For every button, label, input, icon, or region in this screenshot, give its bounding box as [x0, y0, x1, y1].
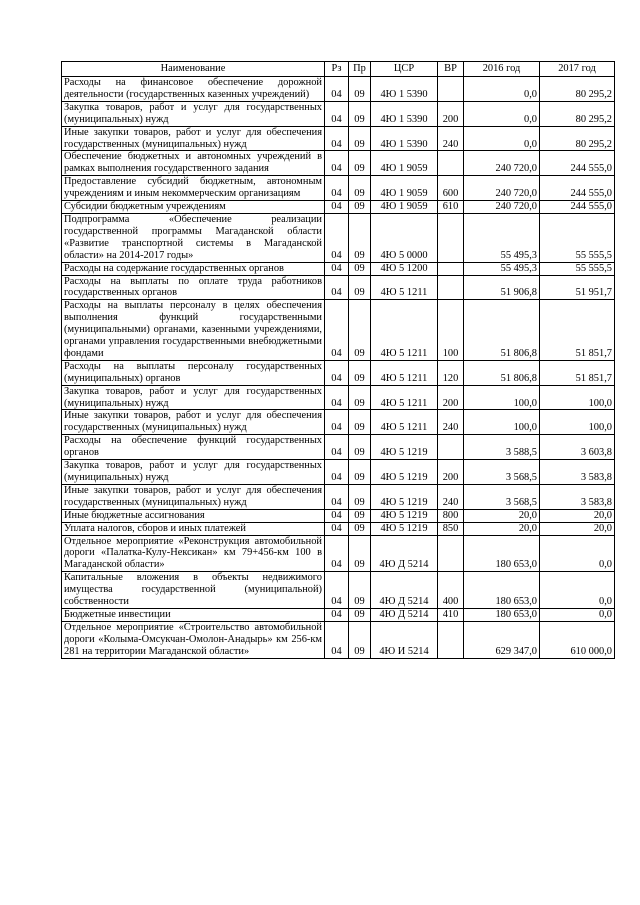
- name-cell: Иные закупки товаров, работ и услуг для обеспечения государственных (муниципальных) нужд: [62, 410, 325, 435]
- pr-cell: 09: [349, 509, 371, 522]
- value-2017-cell: 0,0: [540, 572, 615, 609]
- csr-cell: 4Ю 5 1211: [371, 275, 438, 300]
- csr-cell: 4Ю 1 9059: [371, 151, 438, 176]
- vr-cell: 410: [438, 608, 464, 621]
- rz-cell: 04: [325, 101, 349, 126]
- table-row: [62, 522, 615, 535]
- value-2016-cell: 240 720,0: [464, 151, 540, 176]
- name-cell: Иные бюджетные ассигнования: [62, 509, 325, 522]
- pr-cell: 09: [349, 484, 371, 509]
- vr-cell: [438, 275, 464, 300]
- csr-cell: 4Ю 1 9059: [371, 201, 438, 214]
- pr-cell: 09: [349, 621, 371, 658]
- vr-cell: 120: [438, 360, 464, 385]
- vr-cell: [438, 213, 464, 262]
- table-row: [62, 101, 615, 126]
- vr-cell: 200: [438, 385, 464, 410]
- pr-cell: 09: [349, 101, 371, 126]
- value-2016-cell: 51 806,8: [464, 300, 540, 361]
- rz-cell: 04: [325, 484, 349, 509]
- value-2016-cell: 180 653,0: [464, 535, 540, 572]
- rz-cell: 04: [325, 275, 349, 300]
- header-csr: ЦСР: [371, 62, 438, 77]
- value-2016-cell: 240 720,0: [464, 176, 540, 201]
- header-2016: 2016 год: [464, 62, 540, 77]
- value-2016-cell: 3 588,5: [464, 435, 540, 460]
- pr-cell: 09: [349, 608, 371, 621]
- rz-cell: 04: [325, 460, 349, 485]
- table-row: [62, 275, 615, 300]
- vr-cell: 850: [438, 522, 464, 535]
- pr-cell: 09: [349, 460, 371, 485]
- name-cell: Предоставление субсидий бюджетным, автономным учреждениям и иным некоммерческим организациям: [62, 176, 325, 201]
- table-row: [62, 435, 615, 460]
- pr-cell: 09: [349, 535, 371, 572]
- pr-cell: 09: [349, 213, 371, 262]
- value-2016-cell: 0,0: [464, 77, 540, 102]
- value-2017-cell: 20,0: [540, 522, 615, 535]
- rz-cell: 04: [325, 262, 349, 275]
- name-cell: Бюджетные инвестиции: [62, 608, 325, 621]
- vr-cell: [438, 435, 464, 460]
- value-2016-cell: 0,0: [464, 101, 540, 126]
- csr-cell: 4Ю Д 5214: [371, 608, 438, 621]
- table-row: [62, 410, 615, 435]
- name-cell: Расходы на обеспечение функций государственных органов: [62, 435, 325, 460]
- pr-cell: 09: [349, 151, 371, 176]
- name-cell: Отдельное мероприятие «Реконструкция автомобильной дороги «Палатка-Кулу-Нексикан» км 79+456-км 100 в Магаданской области»: [62, 535, 325, 572]
- pr-cell: 09: [349, 360, 371, 385]
- value-2016-cell: 20,0: [464, 509, 540, 522]
- csr-cell: 4Ю 1 9059: [371, 176, 438, 201]
- pr-cell: 09: [349, 126, 371, 151]
- value-2016-cell: 0,0: [464, 126, 540, 151]
- csr-cell: 4Ю 5 1211: [371, 410, 438, 435]
- vr-cell: 200: [438, 101, 464, 126]
- value-2017-cell: 244 555,0: [540, 151, 615, 176]
- name-cell: Иные закупки товаров, работ и услуг для обеспечения государственных (муниципальных) нужд: [62, 484, 325, 509]
- table-row: [62, 176, 615, 201]
- vr-cell: 240: [438, 126, 464, 151]
- table-row: [62, 126, 615, 151]
- table-row: [62, 608, 615, 621]
- rz-cell: 04: [325, 213, 349, 262]
- rz-cell: 04: [325, 201, 349, 214]
- value-2017-cell: 3 583,8: [540, 460, 615, 485]
- name-cell: Обеспечение бюджетных и автономных учреждений в рамках выполнения государственного задания: [62, 151, 325, 176]
- vr-cell: 100: [438, 300, 464, 361]
- value-2017-cell: 3 603,8: [540, 435, 615, 460]
- table-row: [62, 262, 615, 275]
- rz-cell: 04: [325, 522, 349, 535]
- csr-cell: 4Ю 5 0000: [371, 213, 438, 262]
- value-2016-cell: 3 568,5: [464, 460, 540, 485]
- table-row: [62, 572, 615, 609]
- rz-cell: 04: [325, 410, 349, 435]
- csr-cell: 4Ю 1 5390: [371, 101, 438, 126]
- pr-cell: 09: [349, 385, 371, 410]
- value-2017-cell: 80 295,2: [540, 77, 615, 102]
- name-cell: Закупка товаров, работ и услуг для государственных (муниципальных) нужд: [62, 460, 325, 485]
- table-row: [62, 385, 615, 410]
- vr-cell: 600: [438, 176, 464, 201]
- rz-cell: 04: [325, 509, 349, 522]
- value-2016-cell: 629 347,0: [464, 621, 540, 658]
- header-2017: 2017 год: [540, 62, 615, 77]
- vr-cell: [438, 151, 464, 176]
- name-cell: Подпрограмма «Обеспечение реализации государственной программы Магаданской области «Развитие транспортной системы в Магаданской области» на 2014-2017 годы»: [62, 213, 325, 262]
- value-2017-cell: 610 000,0: [540, 621, 615, 658]
- pr-cell: 09: [349, 275, 371, 300]
- name-cell: Капитальные вложения в объекты недвижимого имущества государственной (муниципальной) собственности: [62, 572, 325, 609]
- rz-cell: 04: [325, 151, 349, 176]
- table-row: [62, 535, 615, 572]
- name-cell: Расходы на финансовое обеспечение дорожной деятельности (государственных казенных учреждений): [62, 77, 325, 102]
- rz-cell: 04: [325, 126, 349, 151]
- csr-cell: 4Ю 5 1211: [371, 360, 438, 385]
- value-2017-cell: 0,0: [540, 535, 615, 572]
- value-2016-cell: 55 495,3: [464, 262, 540, 275]
- header-name: Наименование: [62, 62, 325, 77]
- pr-cell: 09: [349, 262, 371, 275]
- header-row: [62, 62, 615, 77]
- name-cell: Расходы на выплаты персоналу государственных (муниципальных) органов: [62, 360, 325, 385]
- pr-cell: 09: [349, 77, 371, 102]
- csr-cell: 4Ю Д 5214: [371, 572, 438, 609]
- vr-cell: 240: [438, 410, 464, 435]
- table-row: [62, 460, 615, 485]
- name-cell: Закупка товаров, работ и услуг для государственных (муниципальных) нужд: [62, 101, 325, 126]
- vr-cell: 240: [438, 484, 464, 509]
- csr-cell: 4Ю 5 1219: [371, 460, 438, 485]
- csr-cell: 4Ю 5 1219: [371, 435, 438, 460]
- vr-cell: 800: [438, 509, 464, 522]
- rz-cell: 04: [325, 608, 349, 621]
- value-2016-cell: 51 806,8: [464, 360, 540, 385]
- vr-cell: 200: [438, 460, 464, 485]
- vr-cell: [438, 262, 464, 275]
- csr-cell: 4Ю 5 1219: [371, 484, 438, 509]
- name-cell: Субсидии бюджетным учреждениям: [62, 201, 325, 214]
- value-2017-cell: 80 295,2: [540, 126, 615, 151]
- name-cell: Уплата налогов, сборов и иных платежей: [62, 522, 325, 535]
- name-cell: Иные закупки товаров, работ и услуг для обеспечения государственных (муниципальных) нужд: [62, 126, 325, 151]
- csr-cell: 4Ю 5 1200: [371, 262, 438, 275]
- csr-cell: 4Ю 5 1219: [371, 522, 438, 535]
- table-row: [62, 151, 615, 176]
- value-2017-cell: 3 583,8: [540, 484, 615, 509]
- vr-cell: 400: [438, 572, 464, 609]
- value-2017-cell: 0,0: [540, 608, 615, 621]
- csr-cell: 4Ю 1 5390: [371, 126, 438, 151]
- value-2016-cell: 100,0: [464, 385, 540, 410]
- value-2017-cell: 51 951,7: [540, 275, 615, 300]
- rz-cell: 04: [325, 176, 349, 201]
- rz-cell: 04: [325, 300, 349, 361]
- name-cell: Расходы на выплаты по оплате труда работников государственных органов: [62, 275, 325, 300]
- value-2016-cell: 180 653,0: [464, 572, 540, 609]
- table-body: [62, 77, 615, 659]
- csr-cell: 4Ю Д 5214: [371, 535, 438, 572]
- pr-cell: 09: [349, 435, 371, 460]
- header-rz: Рз: [325, 62, 349, 77]
- name-cell: Расходы на выплаты персоналу в целях обеспечения выполнения функций государственными (муниципальными) органами, казенными учреждениями, органами управления государственными внебюджетными фондами: [62, 300, 325, 361]
- value-2017-cell: 100,0: [540, 410, 615, 435]
- rz-cell: 04: [325, 572, 349, 609]
- header-pr: Пр: [349, 62, 371, 77]
- table-row: [62, 509, 615, 522]
- value-2016-cell: 3 568,5: [464, 484, 540, 509]
- value-2017-cell: 100,0: [540, 385, 615, 410]
- rz-cell: 04: [325, 621, 349, 658]
- pr-cell: 09: [349, 201, 371, 214]
- value-2017-cell: 51 851,7: [540, 360, 615, 385]
- pr-cell: 09: [349, 522, 371, 535]
- pr-cell: 09: [349, 410, 371, 435]
- table-row: [62, 360, 615, 385]
- table-row: [62, 300, 615, 361]
- value-2016-cell: 20,0: [464, 522, 540, 535]
- header-vr: ВР: [438, 62, 464, 77]
- pr-cell: 09: [349, 176, 371, 201]
- value-2016-cell: 51 906,8: [464, 275, 540, 300]
- value-2016-cell: 100,0: [464, 410, 540, 435]
- vr-cell: 610: [438, 201, 464, 214]
- rz-cell: 04: [325, 360, 349, 385]
- table-row: [62, 201, 615, 214]
- rz-cell: 04: [325, 435, 349, 460]
- csr-cell: 4Ю 5 1219: [371, 509, 438, 522]
- pr-cell: 09: [349, 572, 371, 609]
- value-2017-cell: 20,0: [540, 509, 615, 522]
- vr-cell: [438, 77, 464, 102]
- rz-cell: 04: [325, 77, 349, 102]
- name-cell: Расходы на содержание государственных органов: [62, 262, 325, 275]
- value-2016-cell: 180 653,0: [464, 608, 540, 621]
- table-row: [62, 484, 615, 509]
- pr-cell: 09: [349, 300, 371, 361]
- vr-cell: [438, 535, 464, 572]
- value-2017-cell: 55 555,5: [540, 213, 615, 262]
- rz-cell: 04: [325, 385, 349, 410]
- table-row: [62, 213, 615, 262]
- vr-cell: [438, 621, 464, 658]
- value-2017-cell: 55 555,5: [540, 262, 615, 275]
- csr-cell: 4Ю 1 5390: [371, 77, 438, 102]
- table-row: [62, 621, 615, 658]
- name-cell: Отдельное мероприятие «Строительство автомобильной дороги «Колыма-Омсукчан-Омолон-Анадырь» км 256-км 281 на территории Магаданской области»: [62, 621, 325, 658]
- value-2016-cell: 55 495,3: [464, 213, 540, 262]
- rz-cell: 04: [325, 535, 349, 572]
- csr-cell: 4Ю И 5214: [371, 621, 438, 658]
- value-2017-cell: 244 555,0: [540, 201, 615, 214]
- csr-cell: 4Ю 5 1211: [371, 385, 438, 410]
- table-row: [62, 77, 615, 102]
- name-cell: Закупка товаров, работ и услуг для государственных (муниципальных) нужд: [62, 385, 325, 410]
- value-2017-cell: 80 295,2: [540, 101, 615, 126]
- value-2017-cell: 51 851,7: [540, 300, 615, 361]
- value-2017-cell: 244 555,0: [540, 176, 615, 201]
- value-2016-cell: 240 720,0: [464, 201, 540, 214]
- budget-table: [61, 61, 615, 659]
- csr-cell: 4Ю 5 1211: [371, 300, 438, 361]
